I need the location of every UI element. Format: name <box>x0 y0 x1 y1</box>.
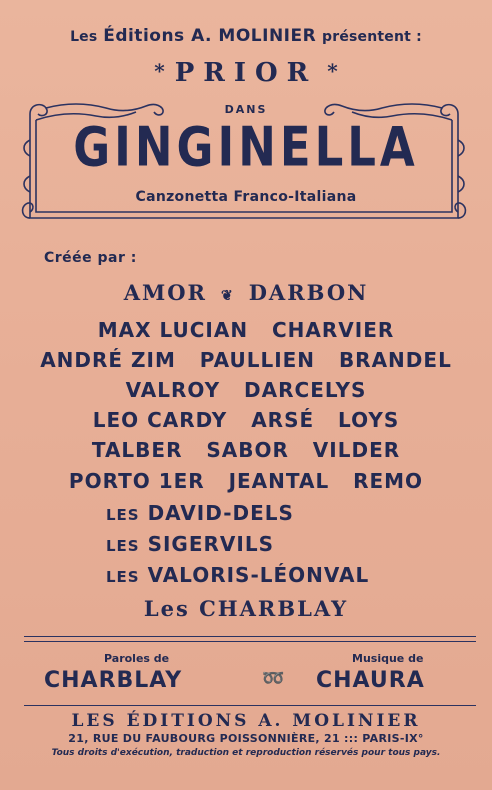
cast-name: LOYS <box>338 408 400 432</box>
cast-name: VALORIS-LÉONVAL <box>147 563 370 587</box>
cast-name: LEO CARDY <box>92 408 228 432</box>
cast-name: JEANTAL <box>228 469 330 493</box>
cast-row <box>0 438 492 462</box>
cast-row <box>0 348 492 372</box>
song-subtitle: Canzonetta Franco-Italiana <box>135 189 357 205</box>
divider <box>24 705 476 706</box>
cast-name: AMOR <box>123 280 207 305</box>
les-word: LES <box>106 568 140 586</box>
presenters-line <box>0 26 492 46</box>
cast-name: TALBER <box>91 438 183 462</box>
ornament-icon: ➿ <box>262 668 285 689</box>
performer-name: PRIOR <box>174 58 318 88</box>
cast-row <box>0 408 492 432</box>
cast-name: VALROY <box>125 378 221 402</box>
divider <box>24 641 476 642</box>
star-icon-left: * <box>154 59 165 83</box>
music-label: Musique de <box>352 652 424 665</box>
fleuron-icon: ❦ <box>220 288 235 304</box>
les-word: Les <box>70 29 98 45</box>
cast-row <box>0 378 492 402</box>
dans-word: DANS <box>224 103 268 116</box>
cast-name: DARBON <box>248 280 369 305</box>
cast-name: ANDRÉ ZIM <box>40 348 176 372</box>
created-by-label: Créée par : <box>44 250 137 266</box>
cast-row <box>106 563 369 587</box>
cast-row <box>106 532 274 556</box>
publisher-name: Éditions A. MOLINIER <box>103 26 317 46</box>
charblay-line: Les CHARBLAY <box>143 596 349 621</box>
divider <box>24 636 476 637</box>
cast-name: SABOR <box>206 438 289 462</box>
cast-name: MAX LUCIAN <box>97 318 249 342</box>
cast-name: DAVID-DELS <box>147 501 294 525</box>
lyricist-name: CHARBLAY <box>44 668 183 693</box>
composer-name: CHAURA <box>316 668 425 693</box>
cast-name: DARCELYS <box>244 378 367 402</box>
footer-address: 21, RUE DU FAUBOURG POISSONNIÈRE, 21 ::: PARIS-IX° <box>68 732 424 745</box>
footer-publisher: LES ÉDITIONS A. MOLINIER <box>71 711 421 731</box>
star-icon-right: * <box>327 59 338 83</box>
cast-row <box>0 318 492 342</box>
cast-name: REMO <box>353 469 424 493</box>
cast-row <box>0 469 492 493</box>
song-title: GINGINELLA <box>73 115 419 179</box>
cast-row <box>106 501 294 525</box>
presentent-word: présentent : <box>322 29 422 45</box>
cast-name: VILDER <box>312 438 401 462</box>
cast-name: CHARVIER <box>271 318 395 342</box>
cast-name: SIGERVILS <box>147 532 274 556</box>
cast-name: ARSÉ <box>251 408 315 432</box>
cast-name: PAULLIEN <box>199 348 316 372</box>
les-word: LES <box>106 537 140 555</box>
cast-name: PORTO 1ER <box>68 469 205 493</box>
les-word: LES <box>106 506 140 524</box>
cast-name: BRANDEL <box>338 348 452 372</box>
footer-rights: Tous droits d'exécution, traduction et reproduction réservés pour tous pays. <box>51 748 441 758</box>
lyrics-label: Paroles de <box>104 652 170 665</box>
performer-line <box>0 58 492 88</box>
cast-row <box>0 280 492 305</box>
